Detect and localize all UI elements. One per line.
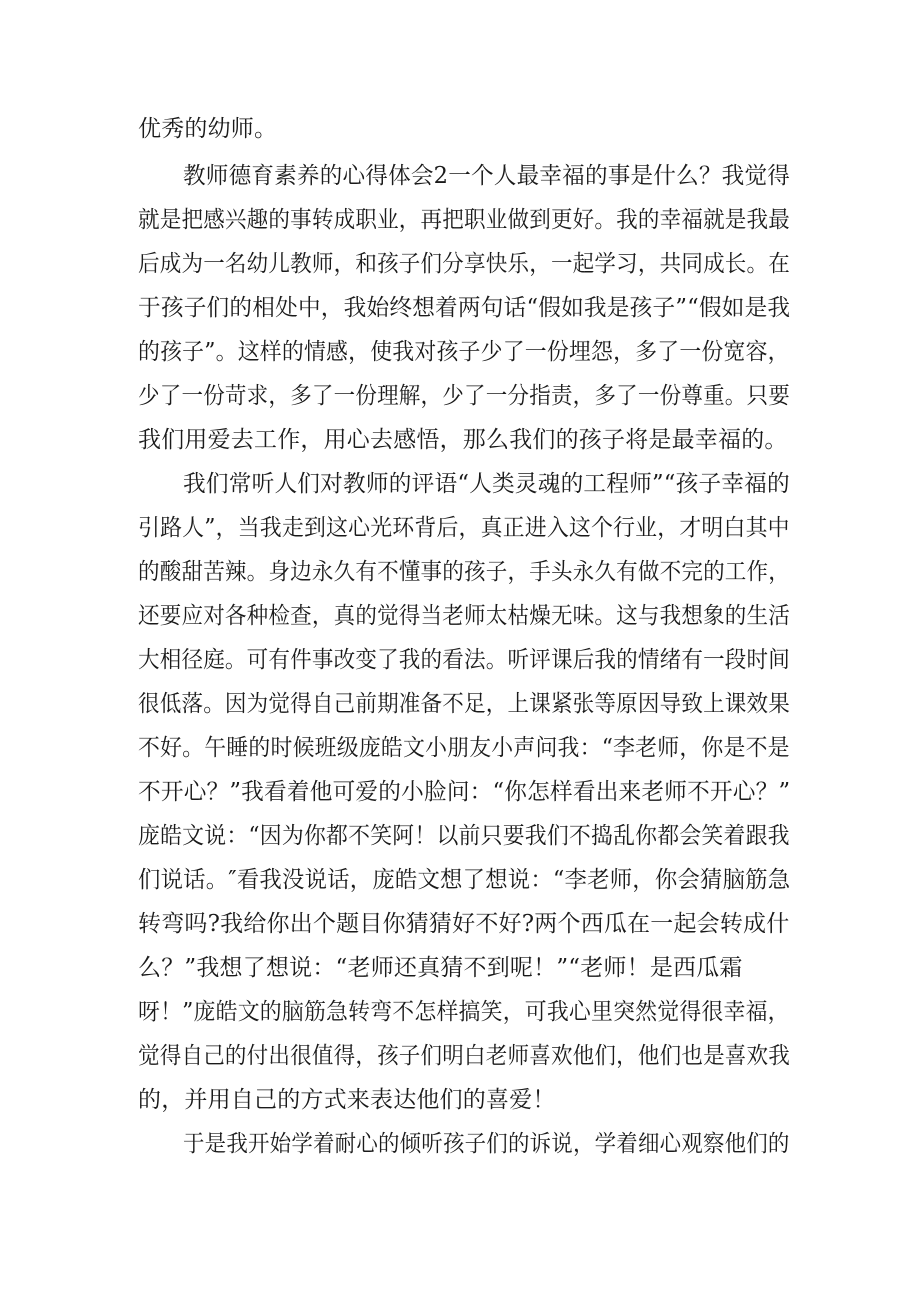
text-line: 觉得自己的付出很值得，孩子们明白老师喜欢他们，他们也是喜欢我: [138, 1043, 791, 1069]
text-line: 的酸甜苦辣。身边永久有不懂事的孩子，手头永久有做不完的工作，: [138, 559, 791, 585]
text-line: 很低落。因为觉得自己前期准备不足，上课紧张等原因导致上课效果: [138, 691, 791, 717]
text-line: 不开心？”我看着他可爱的小脸问：“你怎样看出来老师不开心？”: [138, 779, 791, 805]
text-line: 我们用爱去工作，用心去感悟，那么我们的孩子将是最幸福的。: [138, 427, 788, 453]
text-line: 的孩子”。这样的情感，使我对孩子少了一份埋怨，多了一份宽容，: [138, 339, 790, 365]
text-line: 转弯吗?我给你出个题目你猜猜好不好?两个西瓜在一起会转成什: [138, 911, 790, 937]
text-line: 于孩子们的相处中，我始终想着两句话“假如我是孩子”“假如是我: [138, 295, 791, 321]
text-line: 不好。午睡的时候班级庞皓文小朋友小声问我：“李老师，你是不是: [138, 735, 790, 761]
text-line: 呀！”庞皓文的脑筋急转弯不怎样搞笑，可我心里突然觉得很幸福，: [138, 999, 790, 1025]
text-line: 庞皓文说：“因为你都不笑阿！以前只要我们不捣乱你都会笑着跟我: [138, 823, 790, 849]
text-line: 引路人”，当我走到这心光环背后，真正进入这个行业，才明白其中: [138, 515, 790, 541]
paragraph-first-line: 于是我开始学着耐心的倾听孩子们的诉说，学着细心观察他们的: [183, 1131, 790, 1157]
text-line: 还要应对各种检查，真的觉得当老师太枯燥无味。这与我想象的生活: [138, 603, 791, 629]
text-line: 少了一份苛求，多了一份理解，少了一分指责，多了一份尊重。只要: [138, 383, 791, 409]
text-line: 就是把感兴趣的事转成职业，再把职业做到更好。我的幸福就是我最: [138, 207, 791, 233]
text-line: 的，并用自己的方式来表达他们的喜爱！: [138, 1087, 556, 1113]
text-line: 么？”我想了想说：“老师还真猜不到呢！”“老师！是西瓜霜: [138, 955, 743, 981]
text-line: 们说话。″看我没说话，庞皓文想了想说：“李老师，你会猜脑筋急: [138, 867, 791, 893]
paragraph-first-line: 我们常听人们对教师的评语“人类灵魂的工程师”“孩子幸福的: [183, 471, 790, 497]
text-line: 后成为一名幼儿教师，和孩子们分享快乐，一起学习，共同成长。在: [138, 251, 791, 277]
text-line: 大相径庭。可有件事改变了我的看法。听评课后我的情绪有一段时间: [138, 647, 791, 673]
text-line: 优秀的幼师。: [138, 116, 278, 142]
paragraph-first-line: 教师德育素养的心得体会2一个人最幸福的事是什么？我觉得: [183, 163, 791, 189]
